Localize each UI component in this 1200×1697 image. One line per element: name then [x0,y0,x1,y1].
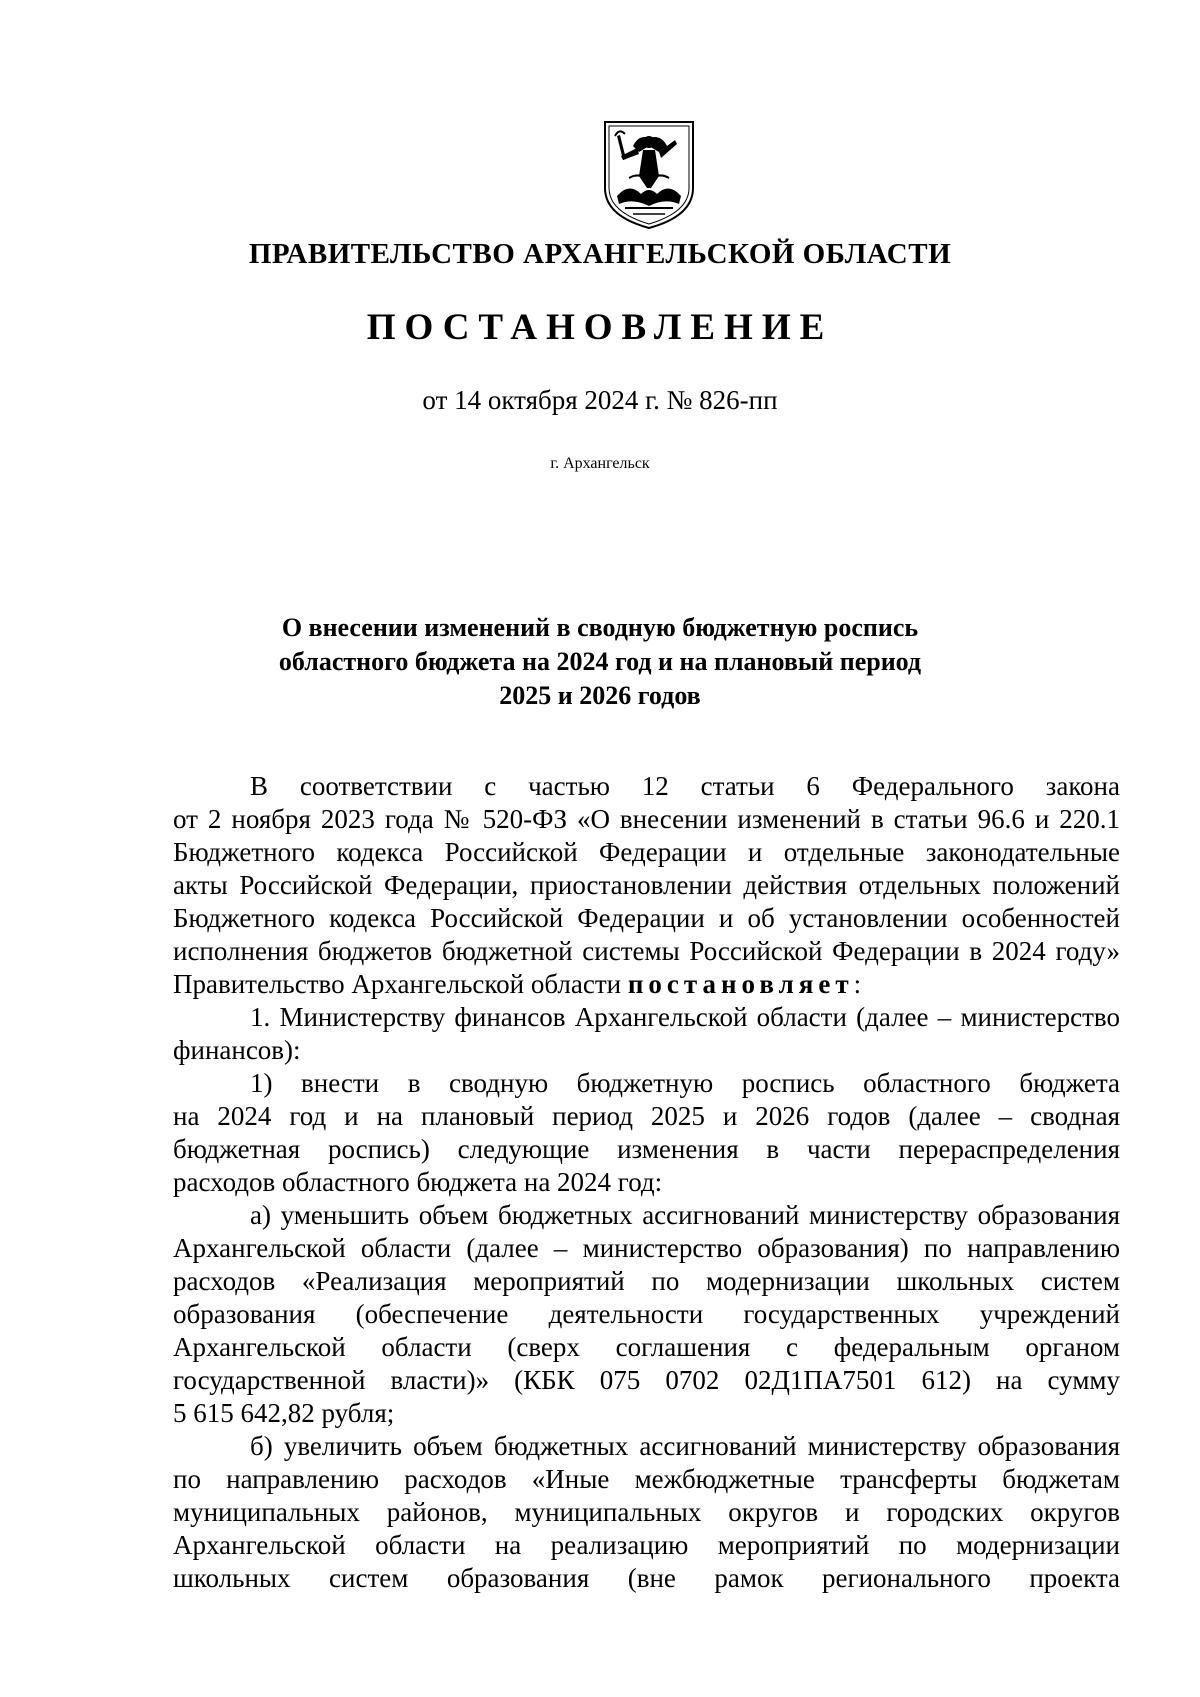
body-line: 1. Министерству финансов Архангельской области (далее – министерство [250,1002,1120,1032]
body-line: а) уменьшить объем бюджетных ассигнований министерству образования [250,1200,1120,1230]
body-line: исполнения бюджетов бюджетной системы Российской Федерации в 2024 году» [173,936,1120,966]
resolution-verb: постановляет [627,969,854,999]
body-line: Бюджетного кодекса Российской Федерации и отдельные законодательные [173,837,1120,867]
coat-of-arms-icon [599,116,699,232]
body-line: Архангельской области на реализацию мероприятий по модернизации [173,1530,1120,1560]
body-line: муниципальных районов, муниципальных округов и городских округов [173,1497,1120,1527]
subject-line: 2025 и 2026 годов [499,681,701,710]
document-type: ПОСТАНОВЛЕНИЕ [366,307,834,348]
body-line: 1) внести в сводную бюджетную роспись областного бюджета [250,1068,1120,1098]
body-line: б) увеличить объем бюджетных ассигнований министерству образования [250,1431,1120,1461]
body-line: расходов областного бюджета на 2024 год: [173,1167,663,1197]
organization-name: ПРАВИТЕЛЬСТВО АРХАНГЕЛЬСКОЙ ОБЛАСТИ [248,238,952,270]
subject-line: О внесении изменений в сводную бюджетную роспись [281,613,919,642]
body-line: Архангельской области (далее – министерство образования) по направлению [173,1233,1120,1263]
body-line: по направлению расходов «Иные межбюджетные трансферты бюджетам [173,1464,1120,1494]
body-line: образования (обеспечение деятельности государственных учреждений [173,1299,1120,1329]
body-line: В соответствии с частью 12 статьи 6 Федерального закона [250,771,1120,801]
body-line-resolution [173,968,1120,1001]
body-line: 5 615 642,82 рубля; [173,1398,395,1428]
document-subject [0,611,1200,713]
body-line: акты Российской Федерации, приостановлении действия отдельных положений [173,870,1120,900]
body-line: Бюджетного кодекса Российской Федерации и об установлении особенностей [173,903,1120,933]
body-line: бюджетная роспись) следующие изменения в части перераспределения [173,1134,1120,1164]
resolution-colon: : [853,969,862,999]
body-line: расходов «Реализация мероприятий по модернизации школьных систем [173,1266,1120,1296]
subject-line: областного бюджета на 2024 год и на плановый период [278,647,922,676]
body-line: Архангельской области (сверх соглашения с федеральным органом [173,1332,1120,1362]
document-body [173,770,1120,1595]
resolution-subject: Правительство Архангельской области [173,969,622,999]
body-line: финансов): [173,1035,301,1065]
body-line: от 2 ноября 2023 года № 520-ФЗ «О внесении изменений в статьи 96.6 и 220.1 [173,804,1120,834]
document-city: г. Архангельск [550,455,650,472]
document-date-number: от 14 октября 2024 г. № 826-пп [422,385,778,415]
body-line: государственной власти)» (КБК 075 0702 02Д1ПА7501 612) на сумму [173,1365,1120,1395]
body-line: школьных систем образования (вне рамок регионального проекта [173,1563,1120,1593]
body-line: на 2024 год и на плановый период 2025 и 2026 годов (далее – сводная [173,1101,1120,1131]
